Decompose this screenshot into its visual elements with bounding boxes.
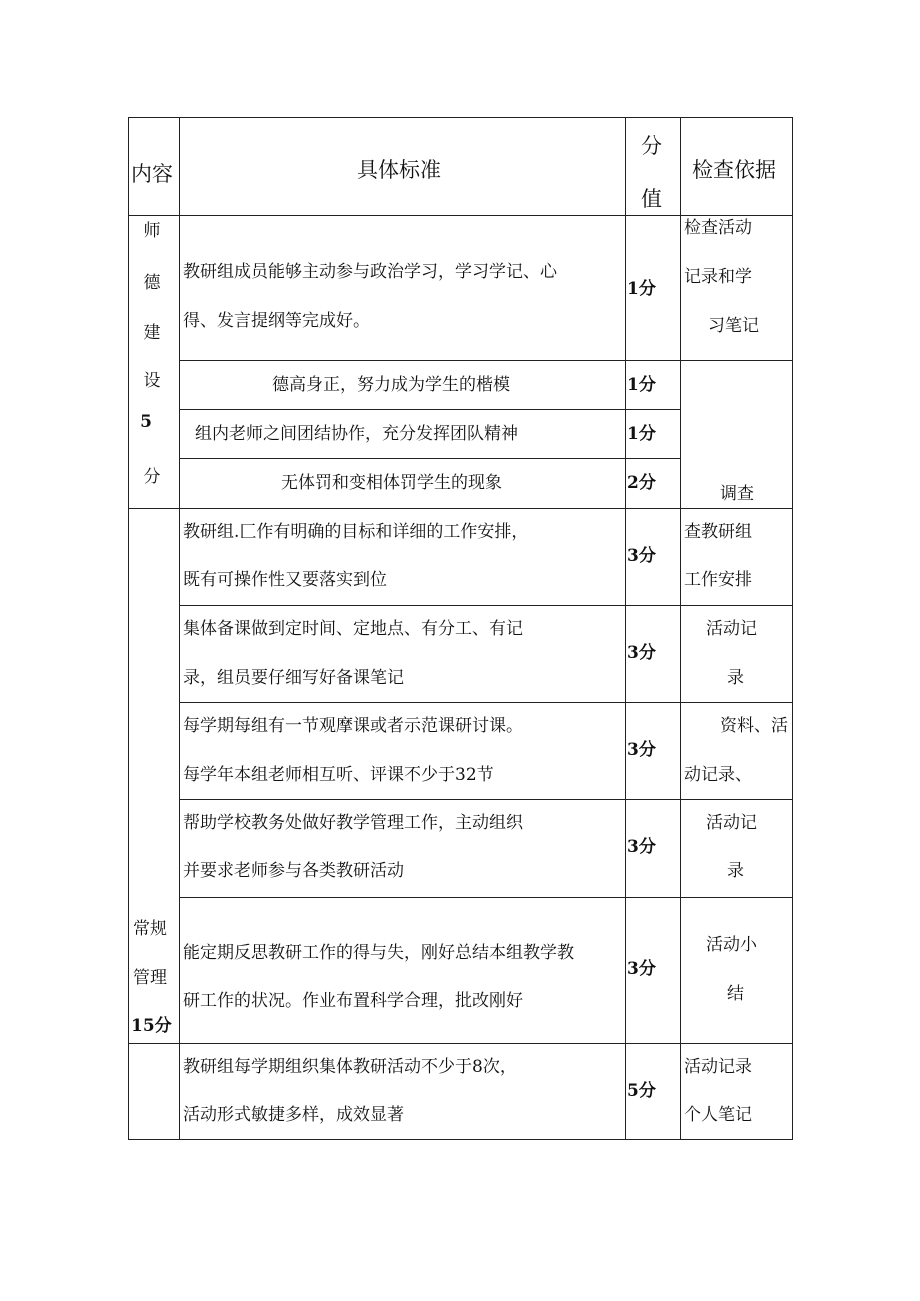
standard-text: 帮助学校教务处做好教学管理工作，主动组织: [183, 813, 523, 833]
standard-text: 德高身正，努力成为学生的楷模: [272, 375, 510, 395]
basis-text: 检查活动: [684, 218, 752, 238]
basis-text: 录: [727, 861, 744, 881]
basis-text: 活动小: [706, 935, 757, 955]
standard-text: 教研组成员能够主动参与政治学习，学习学记、心: [183, 262, 557, 282]
basis-text: 习笔记: [708, 316, 759, 336]
section1-label-char: 5: [140, 412, 152, 432]
basis-text: 记录和学: [684, 267, 752, 287]
standard-text: 并要求老师参与各类教研活动: [183, 861, 404, 881]
standard-text: 录，组员要仔细写好备课笔记: [183, 668, 404, 688]
section2-label: 常规: [133, 919, 167, 939]
section1-label-char: 设: [143, 371, 161, 391]
score-value: 3分: [627, 546, 656, 566]
header-content: 内容: [131, 162, 173, 186]
standard-text: 既有可操作性又要落实到位: [183, 570, 387, 590]
section2-label: 管理: [133, 968, 167, 988]
basis-text: 录: [727, 668, 744, 688]
row-divider: [179, 897, 793, 898]
col-divider-3: [680, 117, 681, 1140]
standard-text: 无体罚和变相体罚学生的现象: [281, 473, 502, 493]
basis-text: 查教研组: [684, 522, 752, 542]
score-value: 1分: [627, 279, 656, 299]
section2-label: 15分: [131, 1016, 172, 1036]
basis-text: 动记录、: [684, 765, 752, 785]
standard-text: 每学期每组有一节观摩课或者示范课研讨课。: [183, 716, 523, 736]
standard-text: 得、发言提纲等完成好。: [183, 311, 370, 331]
section1-label-char: 师: [143, 221, 161, 241]
standard-text: 活动形式敏捷多样，成效显著: [183, 1105, 404, 1125]
standard-text: 组内老师之间团结协作，充分发挥团队精神: [195, 424, 518, 444]
standard-text: 教研组.匚作有明确的目标和详细的工作安排，: [183, 522, 529, 542]
section1-label-char: 德: [143, 273, 161, 293]
basis-text: 活动记录: [684, 1057, 752, 1077]
score-value: 1分: [627, 424, 656, 444]
score-value: 5分: [627, 1081, 656, 1101]
basis-text: 结: [727, 984, 744, 1004]
score-value: 3分: [627, 837, 656, 857]
score-value: 2分: [627, 473, 656, 493]
header-score-top: 分: [641, 134, 662, 158]
score-value: 3分: [627, 959, 656, 979]
standard-text: 研工作的状况。作业布置科学合理，批改刚好: [183, 991, 523, 1011]
section1-label-char: 分: [143, 467, 161, 487]
basis-text: 资料、活: [720, 716, 788, 736]
header-score-bottom: 值: [641, 187, 662, 211]
basis-text: 工作安排: [684, 570, 752, 590]
score-value: 1分: [627, 375, 656, 395]
score-value: 3分: [627, 643, 656, 663]
header-standard: 具体标准: [357, 158, 441, 182]
standard-text: 能定期反思教研工作的得与失，刚好总结本组教学教: [183, 943, 574, 963]
score-value: 3分: [627, 740, 656, 760]
header-basis: 检查依据: [692, 158, 776, 182]
basis-text: 个人笔记: [684, 1105, 752, 1125]
col-divider-2: [625, 117, 626, 1140]
standard-text: 集体备课做到定时间、定地点、有分工、有记: [183, 619, 523, 639]
basis-text: 活动记: [706, 619, 757, 639]
col-divider-1: [179, 117, 180, 1140]
basis-text: 活动记: [706, 813, 757, 833]
basis-text: 调查: [720, 484, 754, 504]
section1-label-char: 建: [143, 323, 161, 343]
standard-text: 每学年本组老师相互听、评课不少于32节: [183, 765, 494, 785]
standard-text: 教研组每学期组织集体教研活动不少于8次，: [183, 1057, 517, 1077]
